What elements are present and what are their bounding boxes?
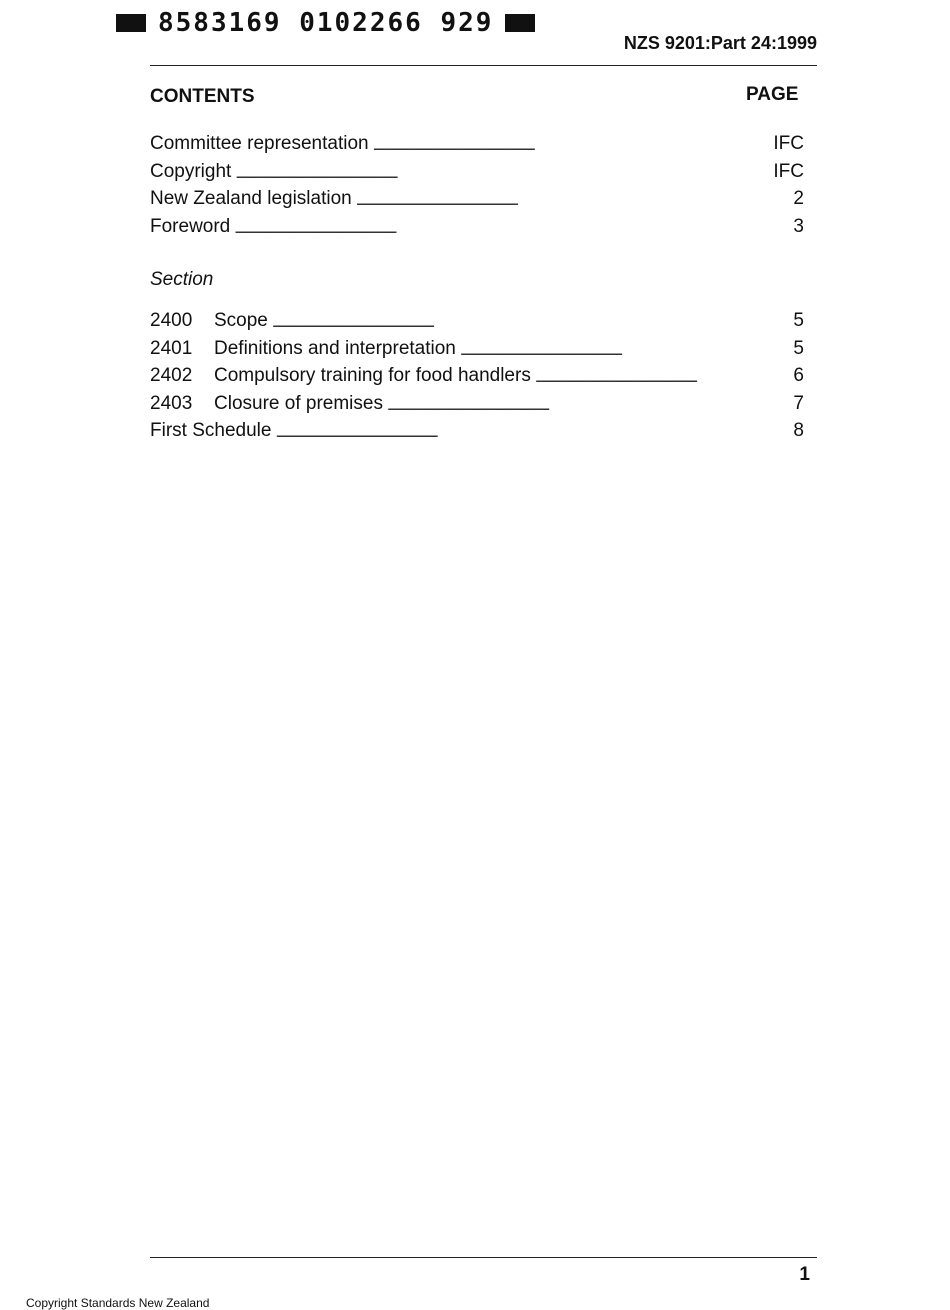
section-label: Section: [150, 269, 214, 290]
toc-entry-title: Compulsory training for food handlers: [214, 365, 531, 386]
dot-leader: [460, 337, 790, 357]
copyright-footer: Copyright Standards New Zealand: [26, 1296, 210, 1310]
toc-entry-scope[interactable]: [150, 307, 804, 335]
toc-entry-page: 2: [793, 188, 804, 209]
toc-entry-page: IFC: [773, 133, 804, 154]
document-id: NZS 9201:Part 24:1999: [623, 33, 817, 53]
toc-entry-page: 5: [793, 310, 804, 331]
toc-entry-page: IFC: [773, 160, 804, 182]
section-number: 2402: [150, 365, 193, 386]
toc-entry-title: New Zealand legislation: [150, 188, 352, 209]
toc-entry-compulsory-training[interactable]: [150, 362, 804, 390]
page-number: 1: [799, 1264, 810, 1285]
dot-leader: [387, 392, 789, 412]
toc-entry-page: 8: [793, 420, 804, 441]
page-column-heading: PAGE: [746, 84, 799, 105]
toc-entry-page: 5: [793, 337, 804, 359]
dot-leader: [272, 309, 790, 329]
toc-entry-closure-of-premises[interactable]: [150, 390, 804, 418]
section-number: 2403: [150, 392, 193, 414]
toc-entry-title: Closure of premises: [214, 392, 383, 414]
dot-leader: [235, 160, 769, 180]
dot-leader: [535, 364, 790, 384]
section-number: 2400: [150, 310, 193, 331]
toc-entry-foreword[interactable]: [150, 213, 804, 241]
dot-leader: [275, 419, 789, 439]
toc-entry-new-zealand-legislation[interactable]: [150, 185, 804, 213]
footer-divider: [150, 1257, 817, 1258]
header-divider: [150, 65, 817, 66]
toc-entry-title: Foreword: [150, 215, 231, 237]
toc-entry-page: 7: [793, 392, 804, 414]
sections-list: [150, 307, 804, 445]
toc-entry-title: Copyright: [150, 160, 232, 182]
barcode-marker-left: [116, 14, 146, 32]
toc-entry-page: 6: [793, 365, 804, 386]
barcode: [116, 8, 535, 38]
toc-entry-title: Scope: [214, 310, 268, 331]
barcode-number: 8583169 0102266 929: [158, 8, 494, 38]
front-matter-list: [150, 130, 804, 240]
section-number: 2401: [150, 337, 193, 359]
toc-entry-committee-representation[interactable]: [150, 130, 804, 158]
toc-entry-first-schedule[interactable]: [150, 417, 804, 445]
toc-entry-definitions[interactable]: [150, 335, 804, 363]
toc-entry-title: Definitions and interpretation: [214, 337, 456, 359]
toc-entry-page: 3: [793, 215, 804, 237]
toc-entry-title: Committee representation: [150, 133, 369, 154]
toc-entry-title: First Schedule: [150, 420, 272, 441]
contents-heading: CONTENTS: [150, 86, 255, 107]
dot-leader: [356, 187, 790, 207]
toc-entry-copyright[interactable]: [150, 158, 804, 186]
dot-leader: [234, 215, 789, 235]
barcode-marker-right: [505, 14, 535, 32]
dot-leader: [373, 132, 770, 152]
